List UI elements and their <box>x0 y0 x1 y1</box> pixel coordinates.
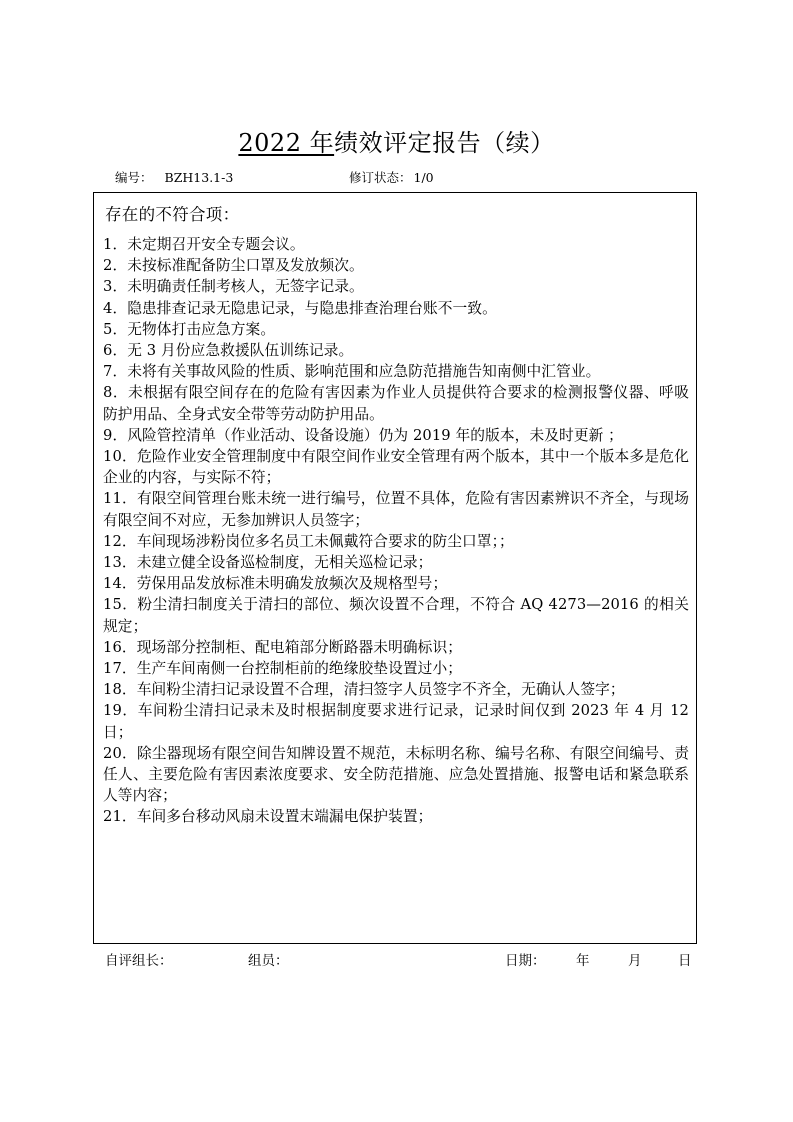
day-label: 日 <box>678 953 692 969</box>
finding-text: 有限空间管理台账未统一进行编号，位置不具体，危险有害因素辨识不齐全，与现场有限空间不对应，无参加辨识人员签字； <box>103 490 689 529</box>
finding-number: 15． <box>103 596 138 614</box>
finding-item <box>103 488 689 530</box>
finding-text: 车间粉尘清扫记录设置不合理，清扫签字人员签字不齐全，无确认人签字； <box>136 681 625 699</box>
finding-item <box>103 573 689 594</box>
findings-list <box>103 234 689 828</box>
finding-item <box>103 361 689 382</box>
finding-item <box>103 446 689 488</box>
finding-number: 5． <box>103 320 128 338</box>
document-code <box>115 168 233 188</box>
year-label: 年 <box>576 953 590 969</box>
self-eval-leader-label: 自评组长： <box>105 953 173 969</box>
finding-text: 除尘器现场有限空间告知牌设置不规范，未标明名称、编号名称、有限空间编号、责任人、主要危险有害因素浓度要求、安全防范措施、应急处置措施、报警电话和紧急联系人等内容； <box>103 744 689 805</box>
section-heading: 存在的不符合项： <box>105 205 240 224</box>
team-members-label: 组员： <box>248 953 289 969</box>
finding-text: 车间粉尘清扫记录未及时根据制度要求进行记录，记录时间仅到 2023 年 4 月 12 日； <box>103 702 689 741</box>
finding-number: 3． <box>103 278 128 296</box>
finding-text: 未明确责任制考核人，无签字记录。 <box>127 278 364 296</box>
finding-number: 4． <box>103 299 128 317</box>
finding-number: 13． <box>103 554 137 572</box>
findings-content-inner <box>94 193 696 828</box>
finding-number: 2． <box>103 257 128 275</box>
finding-text: 未建立健全设备巡检制度，无相关巡检记录； <box>136 554 433 572</box>
finding-item <box>103 340 689 361</box>
findings-content-box <box>93 192 697 944</box>
finding-text: 粉尘清扫制度关于清扫的部位、频次设置不合理，不符合 AQ 4273—2016 的相关规定； <box>103 596 689 635</box>
finding-item <box>103 700 689 742</box>
finding-number: 21． <box>103 808 137 826</box>
finding-number: 19． <box>103 702 138 720</box>
finding-item <box>103 658 689 679</box>
finding-number: 16． <box>103 638 137 656</box>
finding-item <box>103 319 689 340</box>
date-label: 日期： <box>505 953 546 969</box>
finding-item <box>103 594 689 636</box>
finding-number: 20． <box>103 744 137 762</box>
finding-item <box>103 743 689 807</box>
finding-text: 无 3 月份应急救援队伍训练记录。 <box>127 342 354 360</box>
month-label: 月 <box>628 953 642 969</box>
document-meta-row <box>93 168 697 188</box>
finding-text: 生产车间南侧一台控制柜前的绝缘胶垫设置过小； <box>136 660 463 678</box>
finding-item <box>103 276 689 297</box>
finding-text: 危险作业安全管理制度中有限空间作业安全管理有两个版本，其中一个版本多是危化企业的内容，与实际不符； <box>103 448 689 487</box>
finding-item <box>103 531 689 552</box>
finding-item <box>103 637 689 658</box>
document-revision <box>349 168 434 188</box>
finding-text: 未根据有限空间存在的危险有害因素为作业人员提供符合要求的检测报警仪器、呼吸防护用品、全身式安全带等劳动防护用品。 <box>103 384 690 423</box>
finding-item <box>103 425 689 446</box>
finding-item <box>103 234 689 255</box>
finding-number: 17． <box>103 660 137 678</box>
finding-text: 无物体打击应急方案。 <box>127 320 276 338</box>
finding-text: 未按标准配备防尘口罩及发放频次。 <box>127 257 364 275</box>
document-revision-value: 1/0 <box>413 170 434 185</box>
finding-text: 劳保用品发放标准未明确发放频次及规格型号； <box>136 575 448 593</box>
finding-text: 风险管控清单（作业活动、设备设施）仍为 2019 年的版本，未及时更新 ； <box>127 426 623 444</box>
finding-number: 8． <box>103 384 129 402</box>
signature-footer <box>93 950 697 972</box>
finding-text: 未定期召开安全专题会议。 <box>127 236 305 253</box>
finding-number: 9． <box>103 426 128 444</box>
finding-number: 12． <box>103 532 137 550</box>
finding-text: 现场部分控制柜、配电箱部分断路器未明确标识； <box>136 638 463 656</box>
page-title-rest: 绩效评定报告（续） <box>334 129 555 157</box>
finding-text: 车间多台移动风扇未设置末端漏电保护装置； <box>136 808 433 826</box>
document-code-label: 编号： <box>115 170 153 185</box>
finding-item <box>103 255 689 276</box>
finding-number: 6． <box>103 342 128 360</box>
finding-number: 7． <box>103 363 128 381</box>
finding-item <box>103 679 689 700</box>
finding-text: 车间现场涉粉岗位多名员工未佩戴符合要求的防尘口罩；； <box>136 532 514 550</box>
finding-item <box>103 298 689 319</box>
finding-item <box>103 806 689 827</box>
finding-text: 隐患排查记录无隐患记录，与隐患排查治理台账不一致。 <box>127 299 497 317</box>
finding-number: 11． <box>103 490 137 508</box>
document-revision-label: 修订状态： <box>349 170 412 185</box>
finding-number: 1． <box>103 236 128 253</box>
finding-item <box>103 382 689 424</box>
page-title <box>0 128 793 158</box>
page-title-year: 2022 年 <box>238 129 335 157</box>
finding-number: 10． <box>103 448 137 466</box>
finding-number: 18． <box>103 681 137 699</box>
finding-number: 14． <box>103 575 137 593</box>
finding-text: 未将有关事故风险的性质、影响范围和应急防范措施告知南侧中汇管业。 <box>127 363 601 381</box>
document-code-value: BZH13.1-3 <box>164 170 234 185</box>
finding-item <box>103 552 689 573</box>
